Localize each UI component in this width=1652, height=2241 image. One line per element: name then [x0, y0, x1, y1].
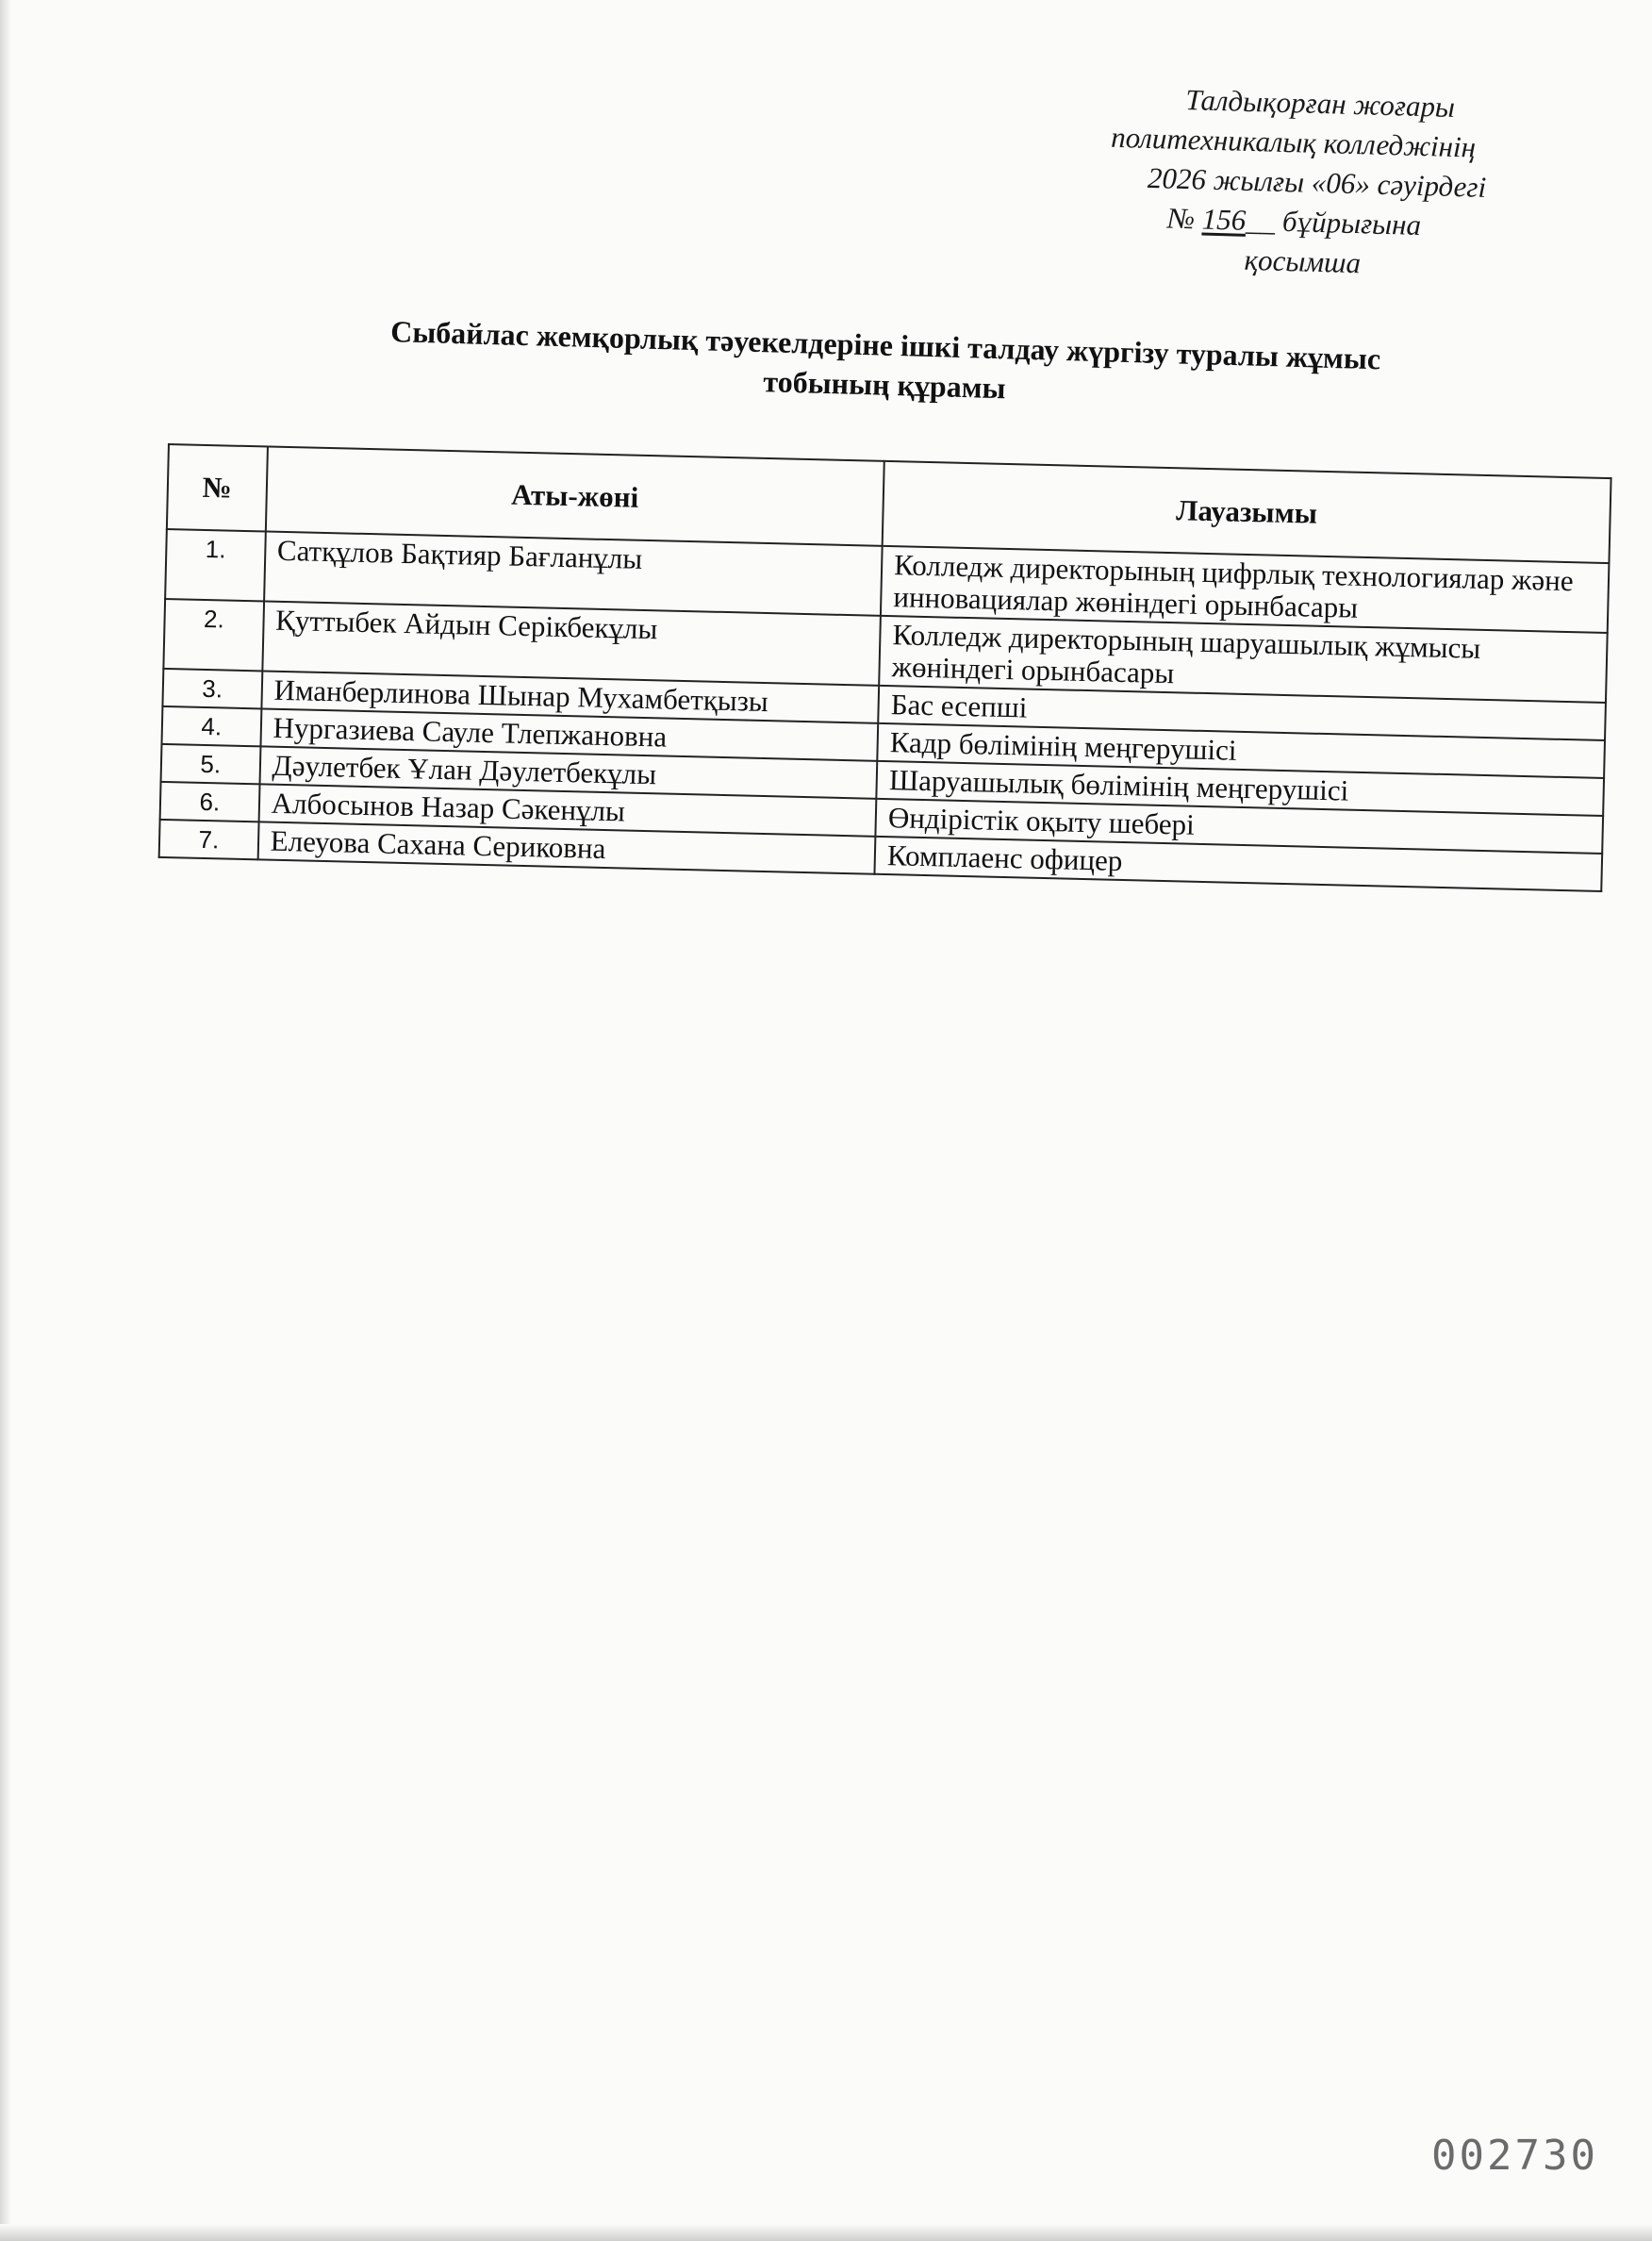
row-position: Кадр бөлімінің меңгерушісі — [877, 723, 1605, 778]
row-name: Дәулетбек Ұлан Дәулетбекұлы — [259, 746, 877, 798]
document-title — [319, 309, 1452, 420]
row-position: Бас есепші — [878, 686, 1606, 740]
document-serial-number: 002730 — [1431, 2132, 1598, 2180]
row-number: 2. — [163, 599, 263, 671]
title-line-1: Сыбайлас жемқорлық тәуекелдеріне ішкі талдау жүргізу туралы жұмыс — [389, 314, 1381, 376]
staff-table — [158, 443, 1612, 892]
order-prefix: № — [1166, 201, 1203, 236]
column-header-position: Лауазымы — [883, 461, 1611, 563]
row-name: Иманберлинова Шынар Мухамбетқызы — [261, 671, 879, 722]
row-position: Шаруашылық бөлімінің меңгерушісі — [876, 761, 1604, 816]
order-suffix: __ бұйрығына — [1245, 203, 1422, 242]
staff-table-wrapper — [158, 443, 1612, 892]
row-position: Колледж директорының цифрлық технологиялар және инновациялар жөніндегі орынбасары — [881, 546, 1609, 633]
row-number: 6. — [160, 782, 260, 822]
row-number: 3. — [162, 669, 262, 708]
column-header-number: № — [167, 444, 268, 531]
header-line-1: Талдықорған жоғары — [1184, 83, 1456, 124]
row-name: Нургазиева Сауле Тлепжановна — [260, 708, 878, 760]
page-shadow-left — [0, 0, 11, 2241]
row-number: 7. — [159, 820, 259, 859]
row-position: Колледж директорының шаруашылық жұмысы жөніндегі орынбасары — [879, 616, 1607, 703]
row-number: 1. — [165, 529, 265, 601]
order-number: 156 — [1201, 202, 1247, 237]
appendix-header — [1079, 77, 1612, 290]
title-line-2: тобының құрамы — [762, 364, 1007, 406]
row-position: Комплаенс офицер — [875, 837, 1603, 891]
row-name: Елеуова Сахана Сериковна — [257, 822, 875, 873]
row-number: 4. — [161, 706, 261, 746]
row-position: Өндірістік оқыту шебері — [876, 799, 1604, 854]
row-number: 5. — [161, 744, 261, 784]
page-shadow-bottom — [0, 2224, 1652, 2241]
row-name: Албосынов Назар Сәкенұлы — [258, 784, 876, 836]
header-line-2: политехникалық колледжінің — [1110, 120, 1477, 164]
row-name: Қуттыбек Айдын Серікбекұлы — [262, 601, 881, 685]
header-line-3: 2026 жылғы «06» сәуірдегі — [1147, 160, 1487, 204]
row-name: Сатқұлов Бақтияр Бағланұлы — [264, 531, 883, 615]
header-line-5: қосымша — [1244, 242, 1362, 280]
column-header-name: Аты-жөні — [266, 446, 884, 545]
